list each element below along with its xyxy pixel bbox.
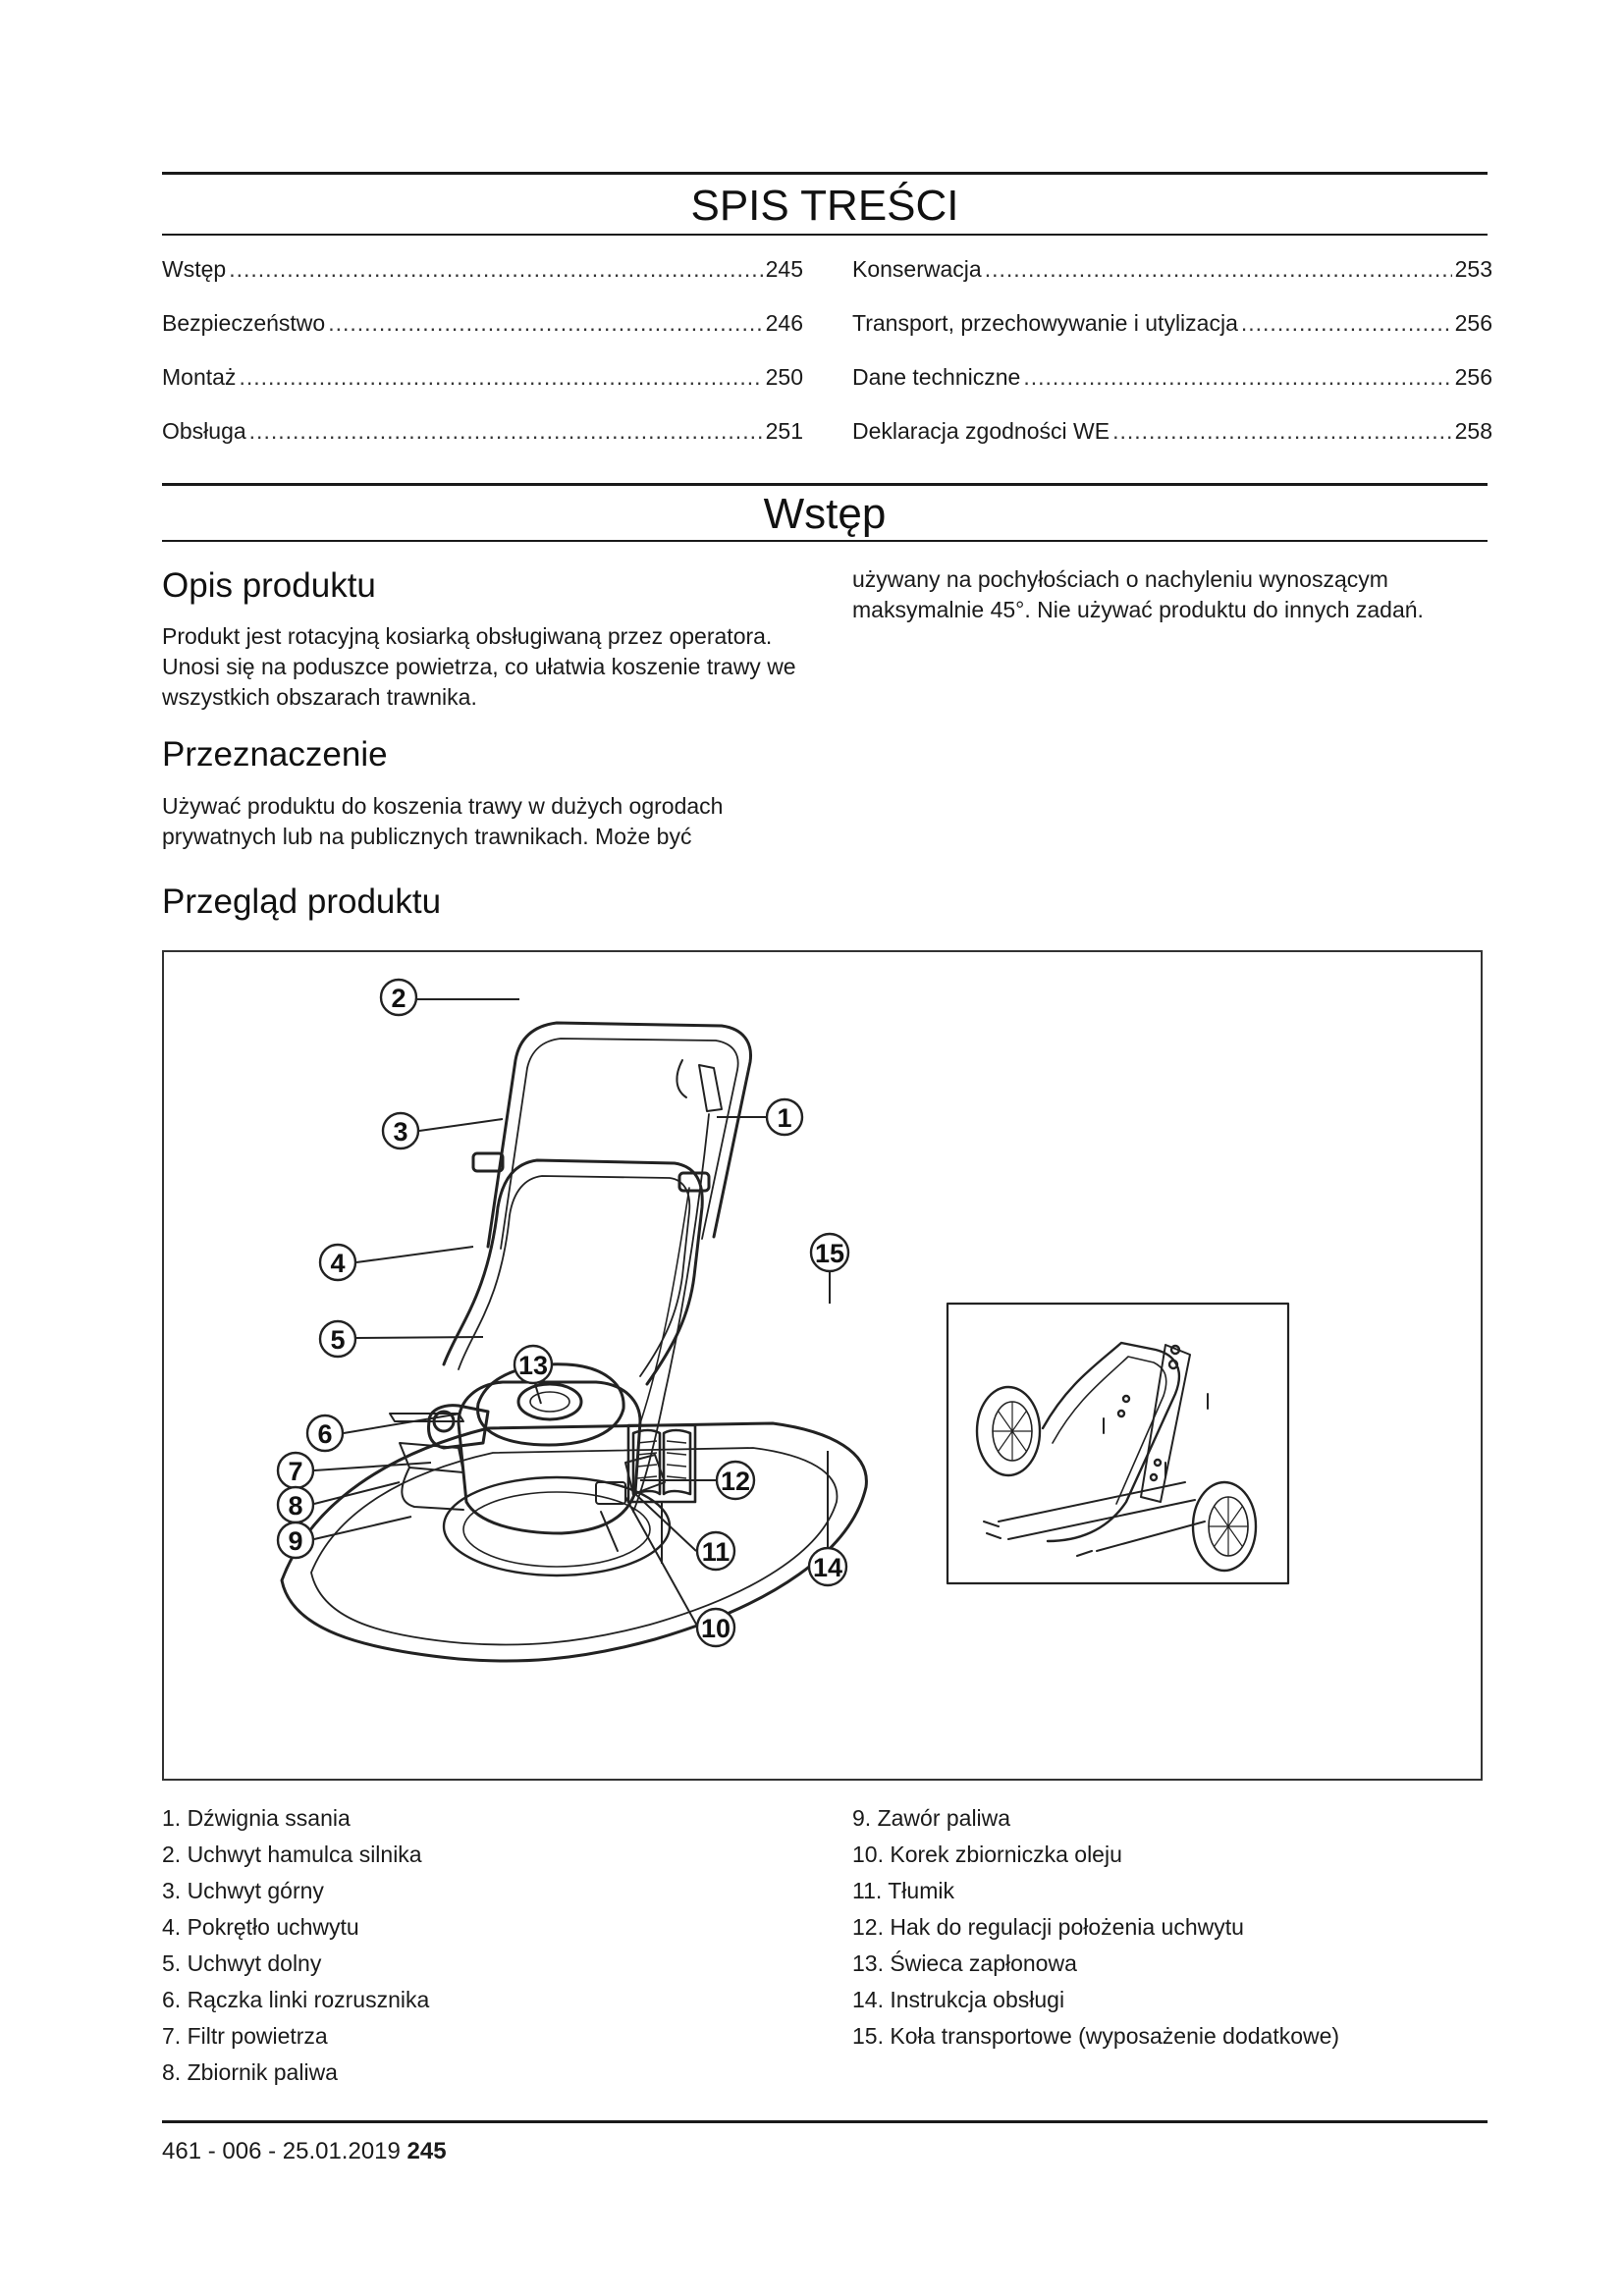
legend-item: 9. Zawór paliwa: [852, 1805, 1011, 1831]
section-rule-top: [162, 483, 1488, 486]
callout-6: [307, 1415, 343, 1451]
legend-right: [852, 1800, 1339, 2055]
svg-text:4: 4: [330, 1249, 346, 1278]
callout-7: [278, 1453, 313, 1488]
legend-item: 11. Tłumik: [852, 1878, 954, 1903]
callout-10: [697, 1609, 734, 1646]
svg-text:9: 9: [288, 1526, 303, 1556]
callout-8: [278, 1487, 313, 1522]
svg-text:15: 15: [814, 1239, 845, 1268]
toc-entry[interactable]: Konserwacja ..... 253: [852, 254, 1492, 284]
svg-text:7: 7: [288, 1457, 303, 1486]
callout-15: [811, 1234, 848, 1271]
svg-text:6: 6: [317, 1419, 333, 1449]
svg-text:10: 10: [700, 1614, 731, 1643]
callout-9: [278, 1522, 313, 1558]
callout-5: [320, 1321, 355, 1357]
callout-2: [381, 980, 416, 1015]
callout-1: [767, 1099, 802, 1135]
footer-rule: [162, 2120, 1488, 2123]
legend-item: 2. Uchwyt hamulca silnika: [162, 1842, 422, 1867]
mower-diagram: [164, 952, 1481, 1779]
top-rule: [162, 172, 1488, 175]
transport-wheels-drawing: [947, 1304, 1288, 1583]
svg-text:2: 2: [391, 984, 406, 1013]
toc-title-rule: [162, 234, 1488, 236]
legend-item: 1. Dźwignia ssania: [162, 1805, 351, 1831]
section-rule-bottom: [162, 540, 1488, 542]
callout-3: [383, 1113, 418, 1148]
legend-item: 10. Korek zbiorniczka oleju: [852, 1842, 1122, 1867]
legend-item: 13. Świeca zapłonowa: [852, 1950, 1077, 1976]
toc-entry[interactable]: Montaż ..... 250: [162, 362, 803, 392]
callout-14: [809, 1548, 846, 1585]
svg-text:11: 11: [701, 1537, 731, 1567]
toc-entry[interactable]: Wstęp ..... 245: [162, 254, 803, 284]
legend-item: 6. Rączka linki rozrusznika: [162, 1987, 430, 2012]
przeznaczenie-heading: Przeznaczenie: [162, 735, 388, 774]
legend-item: 12. Hak do regulacji położenia uchwytu: [852, 1914, 1244, 1940]
przeznaczenie-text-cont: używany na pochyłościach o nachyleniu wynoszącym maksymalnie 45°. Nie używać produktu do innych zadań.: [852, 566, 1424, 622]
legend-item: 7. Filtr powietrza: [162, 2023, 328, 2049]
section-title: Wstęp: [763, 490, 887, 538]
legend-item: 3. Uchwyt górny: [162, 1878, 324, 1903]
svg-text:5: 5: [330, 1325, 346, 1355]
svg-text:14: 14: [812, 1553, 843, 1582]
svg-text:1: 1: [777, 1103, 792, 1133]
legend-left: [162, 1800, 429, 2091]
toc-entry[interactable]: Obsługa ..... 251: [162, 416, 803, 446]
svg-text:3: 3: [393, 1117, 408, 1147]
product-overview-figure: [162, 950, 1483, 1781]
page-number: 245: [406, 2138, 447, 2164]
toc-entry[interactable]: Bezpieczeństwo ..... 246: [162, 308, 803, 338]
toc-entry[interactable]: Transport, przechowywanie i utylizacja ..... 256: [852, 308, 1492, 338]
toc-title: SPIS TREŚCI: [690, 182, 959, 230]
legend-item: 8. Zbiornik paliwa: [162, 2059, 338, 2085]
svg-text:12: 12: [720, 1467, 751, 1496]
page-footer: [162, 2138, 447, 2165]
opis-heading: Opis produktu: [162, 566, 376, 605]
opis-text: Produkt jest rotacyjną kosiarką obsługiwaną przez operatora. Unosi się na poduszce powietrza, co ułatwia koszenie trawy we wszystkich obszarach trawnika.: [162, 623, 796, 710]
legend-item: 15. Koła transportowe (wyposażenie dodatkowe): [852, 2023, 1340, 2049]
przeglad-heading: Przegląd produktu: [162, 882, 442, 921]
toc-entry[interactable]: Deklaracja zgodności WE ..... 258: [852, 416, 1492, 446]
footer-doc-id: 461 - 006 - 25.01.2019: [162, 2138, 401, 2164]
callout-4: [320, 1245, 355, 1280]
callout-12: [717, 1462, 754, 1499]
legend-item: 5. Uchwyt dolny: [162, 1950, 322, 1976]
callout-13: [514, 1346, 552, 1383]
legend-item: 14. Instrukcja obsługi: [852, 1987, 1065, 2012]
przeznaczenie-text: Używać produktu do koszenia trawy w dużych ogrodach prywatnych lub na publicznych trawnikach. Może być: [162, 793, 724, 849]
toc-entry[interactable]: Dane techniczne ..... 256: [852, 362, 1492, 392]
svg-text:8: 8: [288, 1491, 303, 1521]
svg-text:13: 13: [517, 1351, 549, 1380]
legend-item: 4. Pokrętło uchwytu: [162, 1914, 359, 1940]
callout-11: [697, 1532, 734, 1570]
